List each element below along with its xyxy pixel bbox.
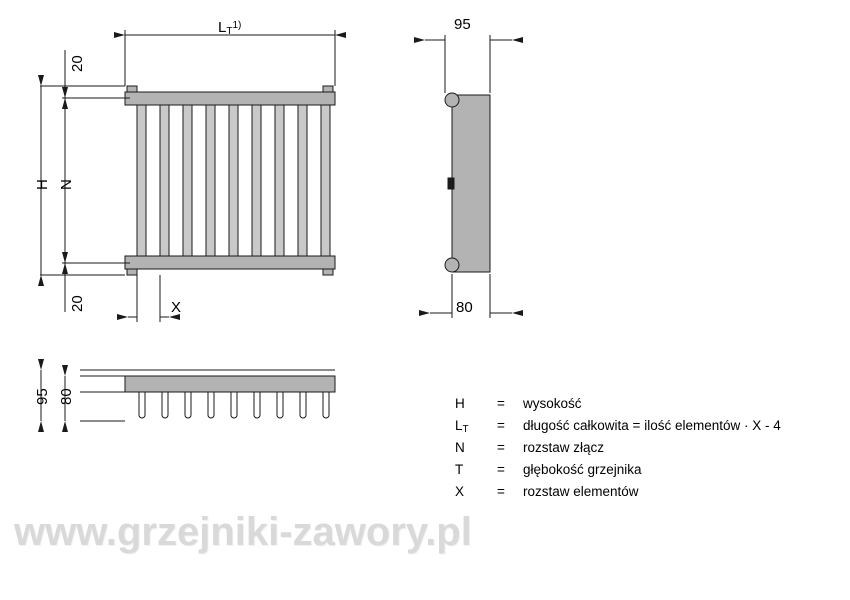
top-view-pins bbox=[139, 392, 329, 418]
legend-equals: = bbox=[497, 440, 505, 455]
legend-text: długość całkowita = ilość elementów · X - 4 bbox=[523, 418, 781, 433]
legend-symbol: X bbox=[455, 484, 465, 499]
legend-equals: = bbox=[497, 462, 505, 477]
legend-text: głębokość grzejnika bbox=[523, 462, 642, 477]
side-bottom-dim-label: 80 bbox=[456, 299, 473, 316]
front-view bbox=[40, 30, 335, 322]
top-outer-dim-label: 95 bbox=[34, 388, 51, 405]
front-connection-spacing-label: N bbox=[58, 179, 75, 190]
legend-text: rozstaw złącz bbox=[523, 440, 605, 455]
front-top-offset-label: 20 bbox=[69, 55, 86, 72]
legend-symbol: $L_T$ bbox=[455, 418, 469, 435]
legend-row bbox=[455, 484, 781, 506]
legend-text: wysokość bbox=[523, 396, 582, 411]
front-bottom-offset-label: 20 bbox=[69, 295, 86, 312]
legend-text: rozstaw elementów bbox=[523, 484, 639, 499]
legend-symbol: N bbox=[455, 440, 465, 455]
top-view bbox=[41, 370, 335, 421]
front-height-label: H bbox=[34, 179, 51, 190]
legend-equals: = bbox=[497, 484, 505, 499]
legend-row bbox=[455, 440, 781, 462]
front-elements bbox=[137, 105, 330, 256]
legend-symbol: T bbox=[455, 462, 464, 477]
legend-row bbox=[455, 462, 781, 484]
watermark: www.grzejniki-zawory.pl bbox=[14, 510, 472, 554]
front-element-spacing-label: X bbox=[171, 299, 182, 316]
legend bbox=[455, 396, 781, 506]
top-inner-dim-label: 80 bbox=[58, 388, 75, 405]
legend-row bbox=[455, 418, 781, 440]
legend-equals: = bbox=[497, 396, 505, 411]
front-total-length-label: $L_T^{1)}$ bbox=[218, 19, 242, 37]
legend-symbol: H bbox=[455, 396, 465, 411]
side-top-dim-label: 95 bbox=[454, 16, 471, 33]
side-view bbox=[425, 35, 512, 318]
legend-table bbox=[455, 396, 781, 506]
legend-row bbox=[455, 396, 781, 418]
legend-equals: = bbox=[497, 418, 505, 433]
